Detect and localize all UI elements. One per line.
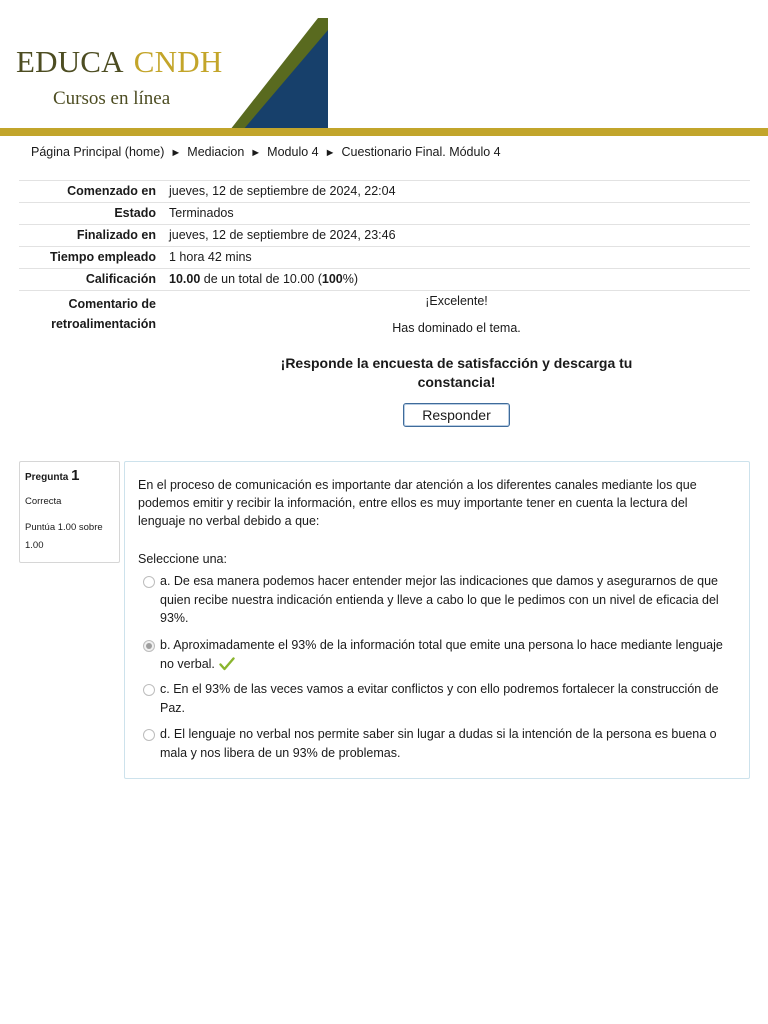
feedback-excellent: ¡Excelente! <box>425 294 488 308</box>
answer-option-c[interactable] <box>143 680 723 717</box>
summary-row-feedback <box>19 291 750 431</box>
respond-survey-button[interactable]: Responder <box>403 403 510 427</box>
answer-prompt: Seleccione una: <box>138 552 227 566</box>
answer-option-text: b. Aproximadamente el 93% de la información total que emite una persona lo hace mediante lenguaje no verbal. <box>160 638 723 671</box>
brand-part1: EDUCA <box>16 44 124 79</box>
summary-label: Tiempo empleado <box>19 247 163 269</box>
summary-value: Terminados <box>163 203 750 225</box>
answer-option-text: c. En el 93% de las veces vamos a evitar conflictos y con ello podremos fortalecer la construcción de Paz. <box>160 682 719 715</box>
grade-percent: 100 <box>321 272 343 286</box>
grade-mid: de un total de 10.00 ( <box>200 272 322 286</box>
breadcrumb-module[interactable]: Modulo 4 <box>267 145 319 159</box>
question-label: Pregunta <box>25 472 69 483</box>
answer-option-text: a. De esa manera podemos hacer entender mejor las indicaciones que damos y asegurarnos de que quien recibe nuestra indicación entienda y lleve a cabo lo que le pedimos con un nivel de eficacia del 93%. <box>160 574 719 625</box>
feedback-label-line1: Comentario de <box>68 297 156 311</box>
summary-label: Finalizado en <box>19 225 163 247</box>
question-content <box>124 461 750 779</box>
overall-feedback <box>163 291 750 431</box>
breadcrumb-course[interactable]: Mediacion <box>187 145 245 159</box>
brand-part2: CNDH <box>133 44 223 79</box>
breadcrumb-home[interactable]: Página Principal (home) <box>31 145 165 159</box>
summary-label: Estado <box>19 203 163 225</box>
feedback-label-line2: retroalimentación <box>51 317 156 331</box>
summary-label <box>19 291 163 431</box>
summary-label: Calificación <box>19 269 163 291</box>
summary-value: jueves, 12 de septiembre de 2024, 22:04 <box>163 181 750 203</box>
logo-graphic <box>225 16 335 130</box>
brand-logo-text[interactable] <box>16 44 222 80</box>
question-number-value: 1 <box>71 467 80 484</box>
site-header <box>0 0 768 138</box>
answer-option-a[interactable] <box>143 572 723 628</box>
grade-score: 10.00 <box>169 272 201 286</box>
question-state: Correcta <box>25 496 62 507</box>
breadcrumb <box>31 145 501 159</box>
summary-row-grade <box>19 269 750 291</box>
question-grade: Puntúa 1.00 sobre 1.00 <box>25 522 103 551</box>
question-number <box>25 467 79 484</box>
summary-row-finished <box>19 225 750 247</box>
breadcrumb-separator-icon: ► <box>170 147 182 159</box>
radio-button[interactable] <box>143 684 155 696</box>
question-text: En el proceso de comunicación es importante dar atención a los diferentes canales mediante los que podemos emitir y recibir la información, entre ellos es muy importante tener en cuenta la lectura del lenguaje no verbal debido a que: <box>138 478 697 528</box>
radio-button[interactable] <box>143 576 155 588</box>
attempt-summary-table <box>19 180 750 430</box>
question-info-panel <box>19 461 120 563</box>
header-divider <box>0 128 768 136</box>
answer-option-text: d. El lenguaje no verbal nos permite saber sin lugar a dudas si la intención de la persona es buena o mala y nos libera de un 93% de problemas. <box>160 727 717 760</box>
summary-row-state <box>19 203 750 225</box>
brand-tagline: Cursos en línea <box>53 88 171 109</box>
grade-end: %) <box>342 272 359 286</box>
checkmark-icon <box>219 657 235 671</box>
summary-value: 1 hora 42 mins <box>163 247 750 269</box>
summary-row-time <box>19 247 750 269</box>
answer-option-b[interactable] <box>143 636 723 673</box>
answer-option-d[interactable] <box>143 725 723 762</box>
summary-row-started <box>19 181 750 203</box>
answer-option-b-text-wrap <box>160 636 723 673</box>
summary-label: Comenzado en <box>19 181 163 203</box>
radio-selected-icon[interactable] <box>143 640 155 652</box>
summary-value: jueves, 12 de septiembre de 2024, 23:46 <box>163 225 750 247</box>
breadcrumb-quiz[interactable]: Cuestionario Final. Módulo 4 <box>341 145 501 159</box>
feedback-survey-call: ¡Responde la encuesta de satisfacción y descarga tu constancia! <box>280 355 633 390</box>
breadcrumb-separator-icon: ► <box>250 147 262 159</box>
summary-value <box>163 269 750 291</box>
breadcrumb-separator-icon: ► <box>324 147 336 159</box>
feedback-mastered: Has dominado el tema. <box>392 321 521 335</box>
radio-button[interactable] <box>143 729 155 741</box>
